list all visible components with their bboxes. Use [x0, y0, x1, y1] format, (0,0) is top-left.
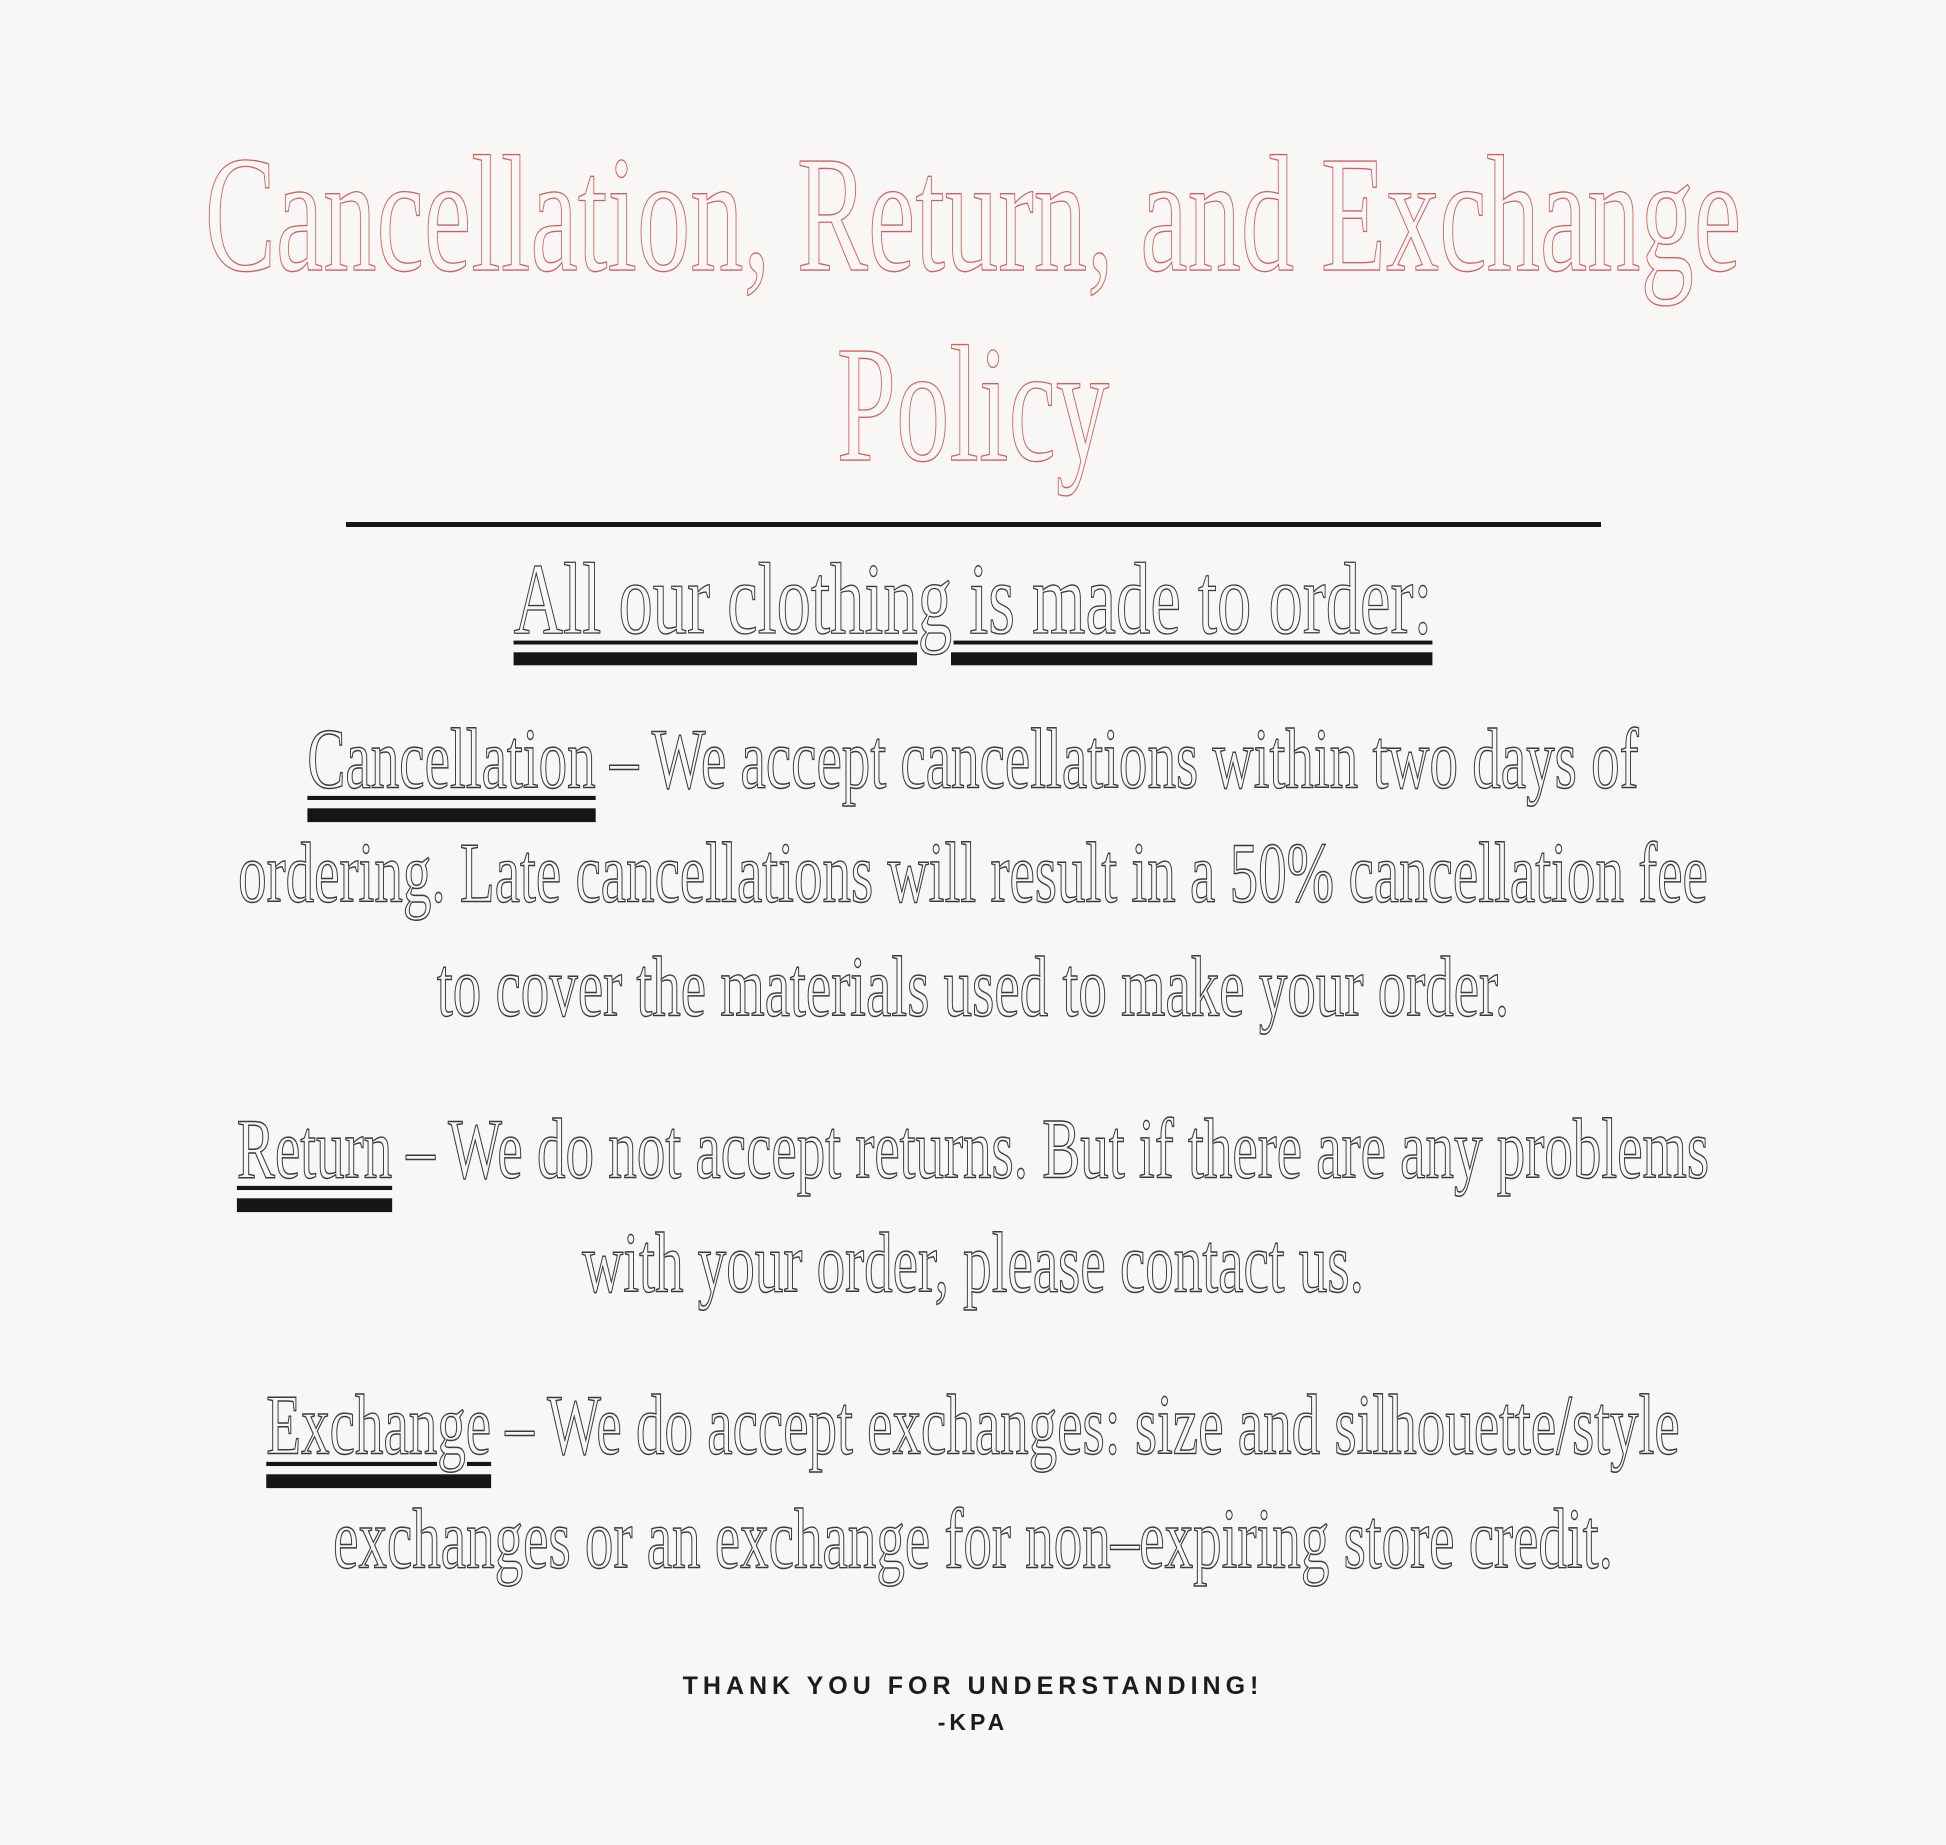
subtitle: [117, 526, 1829, 672]
return-label-underline: [237, 1103, 392, 1197]
policy-section-cancellation: [0, 703, 1946, 1045]
exchange-line-2: exchanges or an exchange for non–expiring store credit.: [333, 1493, 1613, 1587]
page-title: [0, 120, 1946, 500]
cancellation-text: – We accept cancellations within two days of: [609, 713, 1639, 807]
return-label: Return: [236, 1103, 393, 1197]
cancellation-line-2: ordering. Late cancellations will result in a 50% cancellation fee: [238, 827, 1708, 921]
subtitle-text: All our clothing is made to order:: [513, 541, 1433, 655]
return-text: – We do not accept returns. But if there are any problems: [406, 1103, 1710, 1197]
exchange-label-underline: [266, 1379, 491, 1473]
cancellation-label-underline: [307, 713, 595, 807]
exchange-text: – We do accept exchanges: size and silhouette/style: [505, 1379, 1680, 1473]
subtitle-underline: [514, 542, 1433, 655]
policy-section-return: [0, 1093, 1946, 1321]
exchange-label: Exchange: [266, 1379, 492, 1473]
return-line-2: with your order, please contact us.: [582, 1217, 1364, 1311]
page-title-line-1: Cancellation, Return, and Exchange: [204, 122, 1742, 308]
page-title-line-2: Policy: [836, 312, 1110, 498]
footer-thanks: THANK YOU FOR UNDERSTANDING!: [682, 1672, 1264, 1700]
cancellation-line-3: to cover the materials used to make your order.: [436, 941, 1510, 1035]
footer: [0, 1667, 1946, 1739]
policy-section-exchange: [0, 1369, 1946, 1597]
cancellation-label: Cancellation: [307, 713, 596, 807]
footer-signature: -KPA: [937, 1709, 1009, 1735]
